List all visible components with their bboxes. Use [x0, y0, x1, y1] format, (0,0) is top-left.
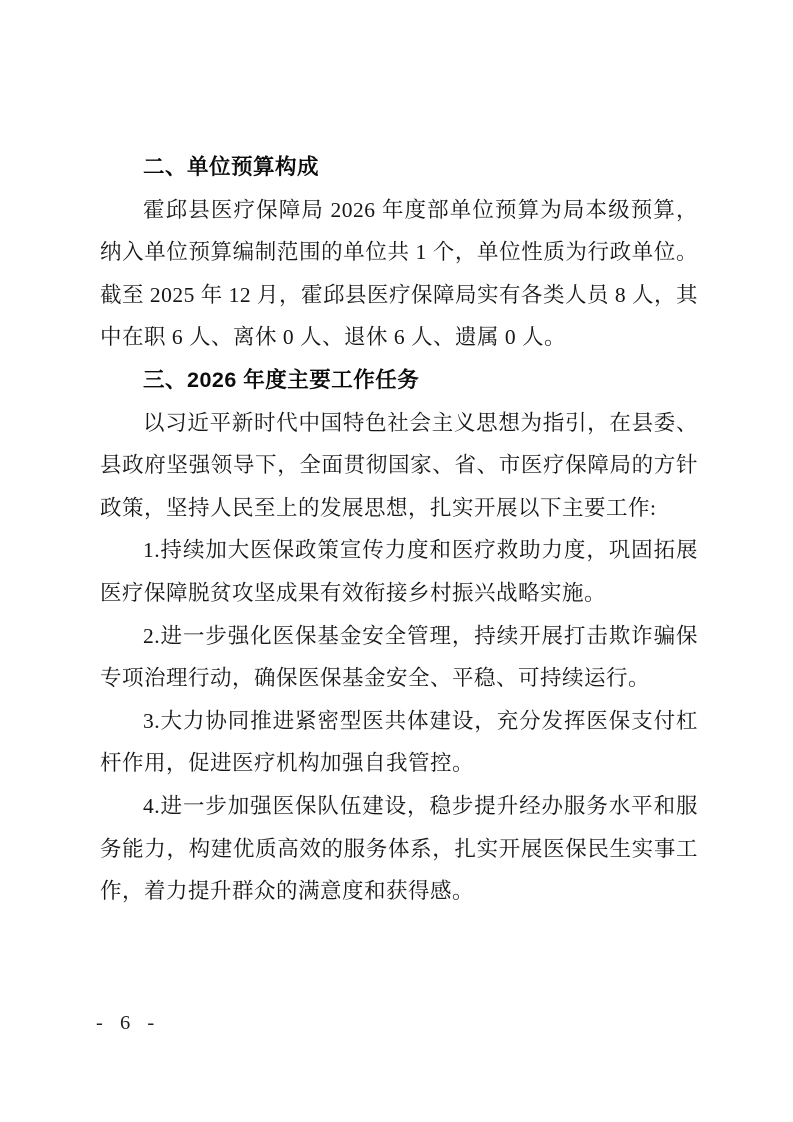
paragraph-guiding-principles: 以习近平新时代中国特色社会主义思想为指引，在县委、县政府坚强领导下，全面贯彻国家、省、市医疗保障局的方针政策，坚持人民至上的发展思想，扎实开展以下主要工作: — [100, 410, 698, 520]
document-body — [100, 146, 698, 913]
paragraph-task-2: 2.进一步强化医保基金安全管理，持续开展打击欺诈骗保专项治理行动，确保医保基金安全、平稳、可持续运行。 — [100, 623, 698, 691]
page-number: - 6 - — [96, 1012, 157, 1034]
section-heading-2026-main-tasks: 三、2026 年度主要工作任务 — [143, 367, 420, 392]
paragraph-task-1: 1.持续加大医保政策宣传力度和医疗救助力度，巩固拓展医疗保障脱贫攻坚成果有效衔接乡村振兴战略实施。 — [100, 538, 698, 605]
paragraph-task-3: 3.大力协同推进紧密型医共体建设，充分发挥医保支付杠杆作用，促进医疗机构加强自我管控。 — [100, 708, 698, 776]
paragraph-unit-budget-composition: 霍邱县医疗保障局 2026 年度部单位预算为局本级预算，纳入单位预算编制范围的单位共 1 个，单位性质为行政单位。截至 2025 年 12 月，霍邱县医疗保障局实有各类人员 8 人，其中在职 6 人、离休 0 人、退休 6 人、遗属 0 人。 — [100, 197, 699, 350]
paragraph-task-4: 4.进一步加强医保队伍建设，稳步提升经办服务水平和服务能力，构建优质高效的服务体系，扎实开展医保民生实事工作，着力提升群众的满意度和获得感。 — [100, 793, 698, 904]
section-heading-unit-budget-composition: 二、单位预算构成 — [143, 155, 320, 179]
